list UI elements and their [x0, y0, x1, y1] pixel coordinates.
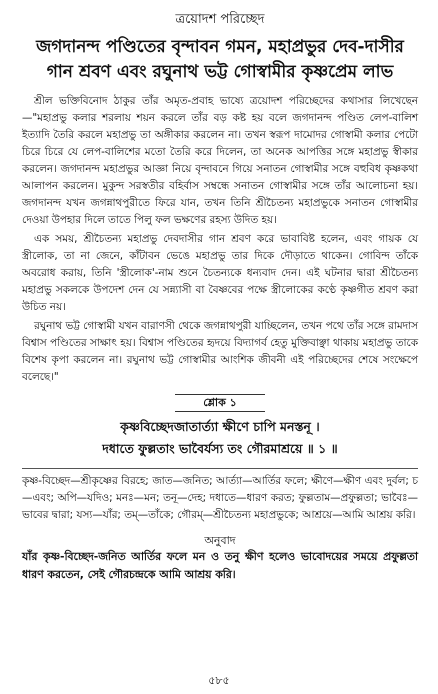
- heading-line-1: জগদানন্দ পণ্ডিতের বৃন্দাবন গমন, মহাপ্রভুর দেব-দাসীর: [36, 37, 404, 57]
- word-meaning: কৃষ্ণ-বিচ্ছেদ—শ্রীকৃষ্ণের বিরহে; জাত—জনিত; আর্ত্যা—আর্তির ফলে; ক্ষীণে—ক্ষীণ এবং দুর্বল; চ—এবং; অপি—যদিও; মনঃ—মন; তনূ—দেহ; দধাতে—ধারণ করত; ফুল্লতাম—প্রফুল্লতা; ভাবৈঃ—ভাবের দ্বারা; যস্য—যাঁর; তম্—তাঁকে; গৌরম্—শ্রীচৈতন্য মহাপ্রভুকে; আশ্রয়ে—আমি আশ্রয় করি।: [22, 468, 418, 524]
- paragraph: শ্রীল ভক্তিবিনোদ ঠাকুর তাঁর অমৃত-প্রবাহ ভাষ্যে ত্রয়োদশ পরিচ্ছেদের কথাসার লিখেছেন—"মহাপ্রভু কলার শরলায় শয়ন করলে তাঁর বড় কষ্ট হয় বলে জগদানন্দ পণ্ডিত লেপ-বালিশ ইত্যাদি তৈরি করলে মহাপ্রভু তা অঙ্গীকার করলেন না। তখন স্বরূপ দামোদর গোস্বামী কলার পেটো চিরে চিরে যে লেপ-বালিশের মতো তৈরি করে দিলেন, তা অনেক আপত্তির সঙ্গে মহাপ্রভু স্বীকার করলেন। জগদানন্দ মহাপ্রভুর আজ্ঞা নিয়ে বৃন্দাবনে গিয়ে সনাতন গোস্বামীর সঙ্গে বহুবিধ কৃষ্ণকথা আলাপন করলেন। মুকুন্দ সরস্বতীর বহির্বাস সম্বন্ধে সনাতন গোস্বামীর সঙ্গে তাঁর আলোচনা হয়। জগদানন্দ যখন জগন্নাথপুরীতে ফিরে যান, তখন তিনি শ্রীচৈতন্য মহাপ্রভুকে সনাতন গোস্বামীর দেওয়া উপহার দিলে তাতে পিলু ফল ভক্ষণের রহস্য উদিত হয়।: [22, 95, 418, 226]
- verse-line-1: কৃষ্ণবিচ্ছেদজাতার্ত্যা ক্ষীণে চাপি মনস্তনূ ।: [120, 419, 320, 434]
- translation-label: অনুবাদ: [204, 534, 236, 547]
- verse-text: [22, 416, 418, 460]
- chapter-label: ত্রয়োদশ পরিচ্ছেদ: [175, 12, 265, 27]
- verse-line-2: দধাতে ফুল্লতাং ভাবৈর্যস্য তং গৌরমাশ্রয়ে ॥ ১ ॥: [102, 441, 338, 456]
- translation-text: যাঁর কৃষ্ণ-বিচ্ছেদ-জনিত আর্তির ফলে মন ও তনু ক্ষীণ হলেও ভাবোদয়ের সময়ে প্রফুল্লতা ধারণ করতেন, সেই গৌরচন্দ্রকে আমি আশ্রয় করি।: [22, 550, 418, 581]
- page-number: ৫৮৫: [208, 674, 230, 687]
- verse-label: শ্লোক ১: [175, 394, 265, 412]
- page: [22, 10, 418, 584]
- paragraph: এক সময়, শ্রীচৈতন্য মহাপ্রভু দেবদাসীর গান শ্রবণ করে ভাবাবিষ্ট হলেন, এবং গায়ক যে স্ত্রীলোক, তা না জেনে, কাঁটাবন ভেঙে মহাপ্রভু তার দিকে দৌড়াতে থাকেন। গোবিন্দ তাঁকে অবরোধ করায়, তিনি 'স্ত্রীলোক'-নাম শুনে চৈতন্যকে ধন্যবাদ দেন। এই ঘটনার দ্বারা শ্রীচৈতন্য মহাপ্রভু সকলকে উপদেশ দেন যে সন্ন্যাসী বা বৈষ্ণবের পক্ষে স্ত্রীলোকের কণ্ঠে কৃষ্ণগীত শ্রবণ করা উচিত নয়।: [22, 233, 418, 313]
- paragraph: রঘুনাথ ভট্ট গোস্বামী যখন বারাণসী থেকে জগন্নাথপুরী যাচ্ছিলেন, তখন পথে তাঁর সঙ্গে রামদাস বিশ্বাস পণ্ডিতের সাক্ষাৎ হয়। বিশ্বাস পণ্ডিতের হৃদয়ে বিদ্যাগর্ব হেতু মুক্তিবাঞ্ছা থাকায় মহাপ্রভু তাকে বিশেষ কৃপা করলেন না। রঘুনাথ ভট্ট গোস্বামীর আংশিক জীবনী এই পরিচ্ছেদের শেষে সংক্ষেপে বলেছে।": [22, 320, 418, 383]
- summary-text: [22, 93, 418, 386]
- chapter-heading: [16, 35, 424, 85]
- heading-line-2: গান শ্রবণ এবং রঘুনাথ ভট্ট গোস্বামীর কৃষ্ণপ্রেম লাভ: [46, 62, 394, 82]
